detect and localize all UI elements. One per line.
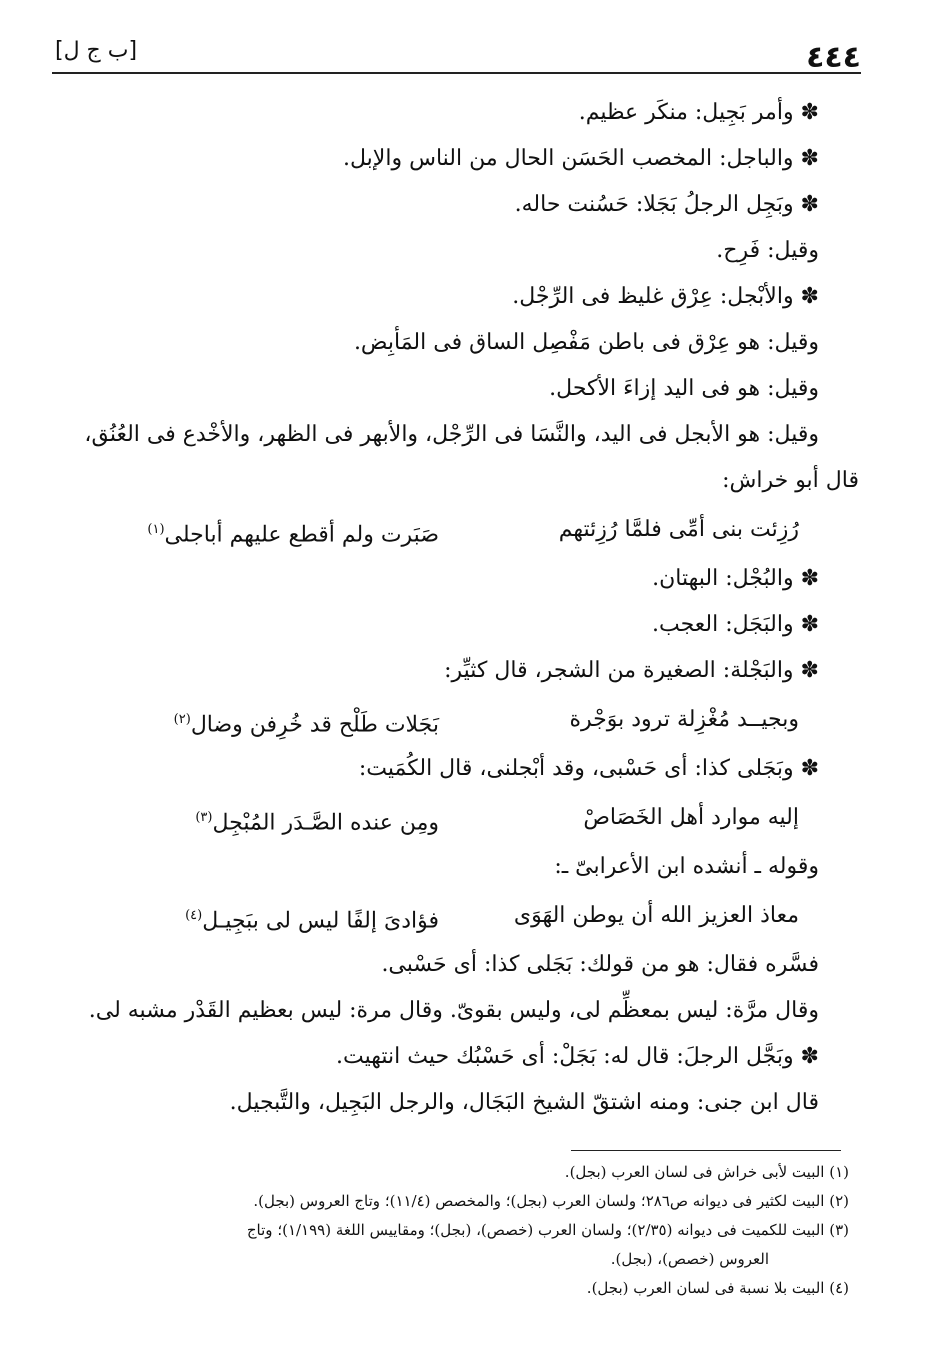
verse-line — [70, 504, 859, 556]
text-line: ✽ والبُجْل: البهتان. — [652, 566, 819, 591]
footnote-ref: (١) — [147, 522, 165, 537]
text-line: وقيل: هو عِرْق فى باطن مَفْصِل الساق فى المَأبِض. — [353, 330, 819, 355]
verse-first-hemistich: إليه موارد أهل الخَصَاصْ — [583, 805, 799, 830]
verse-first-hemistich: وبجيــد مُغْزِلة ترود بوَجْرة — [569, 707, 799, 732]
footnote-continuation: العروس (خصص)، (بجل). — [610, 1250, 769, 1268]
text-line: وقال مرَّة: ليس بمعظِّم لى، وليس بقوىّ. وقال مرة: ليس بعظيم القَدْر مشبه لى. — [88, 998, 819, 1023]
verse-second-hemistich: صَبَرت ولم أقطع عليهم أباجلى$^{(١)}$ — [147, 522, 439, 548]
text-line: ✽ والأبْجل: عِرْق غليظ فى الرِّجْل. — [512, 284, 819, 309]
root-label: [ب ج ل] — [55, 38, 138, 63]
verse-second-hemistich: ومِن عنده الصَّـدَر المُبْجِل$^{(٣)}$ — [195, 810, 439, 836]
footnote-ref: (٢) — [173, 712, 191, 727]
footnote: (٤) البيت بلا نسبة فى لسان العرب (بجل). — [586, 1279, 849, 1297]
verse-second-hemistich: بَجَلات طَلْح قد خُرِفن وضال$^{(٢)}$ — [173, 712, 439, 738]
text-line: ✽ وأمر بَجِيل: منكَر عظيم. — [578, 100, 819, 125]
footnote-ref: (٣) — [195, 810, 213, 825]
text-line: ✽ وبَجِل الرجلُ بَجَلا: حَسُنت حاله. — [514, 192, 819, 217]
footnote: (١) البيت لأبى خراش فى لسان العرب (بجل). — [564, 1163, 849, 1181]
text-line: ✽ والباجل: المخصب الحَسَن الحال من الناس والإبل. — [343, 146, 819, 171]
footnote-divider — [571, 1150, 841, 1151]
footnotes — [70, 1158, 849, 1303]
verse-first-hemistich: معاذ العزيز الله أن يوطن الهَوَى — [513, 903, 799, 928]
footnote: (٣) البيت للكميت فى ديوانه (٢/٣٥)؛ ولسان العرب (خصص)، (بجل)؛ ومقاييس اللغة (١/١٩٩)؛ وتاج — [246, 1221, 849, 1239]
footnote: (٢) البيت لكثير فى ديوانه ص٢٨٦؛ ولسان العرب (بجل)؛ والمخصص (١١/٤)؛ وتاج العروس (بجل). — [253, 1192, 849, 1210]
text-line: قال ابن جنى: ومنه اشتقّ الشيخ البَجَال، والرجل البَجِيل، والتَّبجيل. — [229, 1090, 819, 1115]
text-line: قال أبو خراش: — [722, 468, 859, 493]
entry-body — [70, 90, 859, 1126]
text-line: ✽ وبَجَلى كذا: أى حَسْبى، وقد أبْجلنى، قال الكُمَيت: — [358, 756, 819, 781]
text-line: وقيل: فَرِح. — [716, 238, 819, 263]
text-line: وقوله ـ أنشده ابن الأعرابىّ ـ: — [554, 854, 819, 879]
text-line: وقيل: هو الأبجل فى اليد، والنَّسَا فى الرِّجْل، والأبهر فى الظهر، والأخْدع فى العُنُق، — [84, 422, 819, 447]
verse-second-hemistich: فؤادىَ إلفًا ليس لى ببَجِيـل$^{(٤)}$ — [185, 908, 439, 934]
text-line: ✽ والبَجَل: العجب. — [652, 612, 819, 637]
page-number: ٤٤٤ — [806, 40, 861, 75]
text-line: ✽ والبَجْلة: الصغيرة من الشجر، قال كثيِّر: — [444, 658, 819, 683]
verse-line — [70, 890, 859, 942]
header-divider — [52, 72, 861, 74]
text-line: فسَّره فقال: هو من قولك: بَجَلى كذا: أى حَسْبى. — [381, 952, 819, 977]
verse-line — [70, 792, 859, 844]
text-line: وقيل: هو فى اليد إزاءَ الأكحل. — [549, 376, 819, 401]
text-line: ✽ وبَجَّل الرجلَ: قال له: بَجَلْ: أى حَسْبُك حيث انتهيت. — [336, 1044, 819, 1069]
verse-first-hemistich: رُزِئت بنى أمِّى فلمَّا رُزِئتهم — [558, 517, 799, 542]
footnote-ref: (٤) — [185, 908, 203, 923]
verse-line — [70, 694, 859, 746]
